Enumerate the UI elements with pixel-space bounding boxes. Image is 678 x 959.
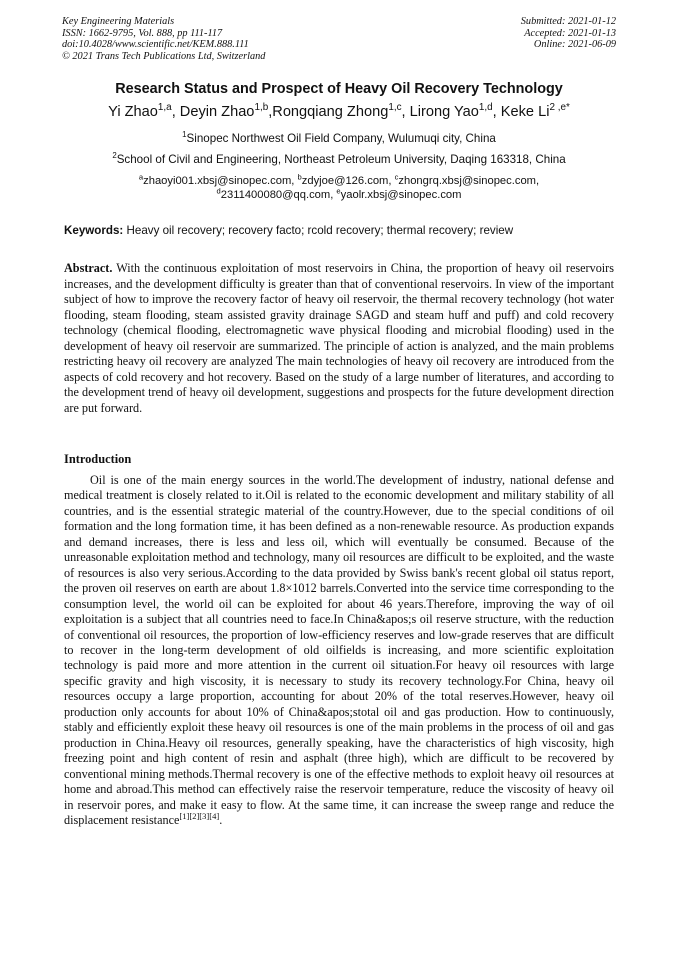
author-affiliation-mark: 1,c <box>388 102 402 114</box>
abstract-label: Abstract. <box>64 261 113 275</box>
keywords <box>64 224 624 237</box>
keywords-text: Heavy oil recovery; recovery facto; rcold recovery; thermal recovery; review <box>123 224 514 237</box>
email-line-2 <box>0 188 678 202</box>
affiliation-text: Sinopec Northwest Oil Field Company, Wulumuqi city, China <box>186 132 496 145</box>
section-heading-introduction: Introduction <box>64 452 132 466</box>
author-name: Keke Li <box>500 104 550 120</box>
email-address: zhongrq.xbsj@sinopec.com, <box>398 175 540 187</box>
author-separator: , <box>401 104 410 120</box>
copyright-line: © 2021 Trans Tech Publications Ltd, Switzerland <box>62 50 266 62</box>
issn-line: ISSN: 1662-9795, Vol. 888, pp 111-117 <box>62 27 223 39</box>
journal-header <box>62 16 265 62</box>
affiliation-1 <box>0 132 678 145</box>
author-name: Rongqiang Zhong <box>272 104 389 120</box>
author-name: Deyin Zhao <box>179 104 255 120</box>
email-address: 2311400080@qq.com, <box>220 189 337 202</box>
author-name: Lirong Yao <box>409 104 479 120</box>
email-address: zhaoyi001.xbsj@sinopec.com, <box>143 175 298 187</box>
author-affiliation-mark: 2 ,e* <box>549 102 570 114</box>
author-emails <box>0 174 678 203</box>
keywords-label: Keywords: <box>64 224 124 237</box>
email-address: zdyjoe@126.com, <box>301 175 395 187</box>
online-date: Online: 2021-06-09 <box>533 39 616 51</box>
doi-line: doi:10.4028/www.scientific.net/KEM.888.111 <box>62 39 249 51</box>
author-affiliation-mark: 1,b <box>254 102 269 114</box>
journal-name: Key Engineering Materials <box>62 16 175 27</box>
email-mark: b <box>297 172 302 182</box>
dates-header <box>521 16 616 51</box>
affiliation-2 <box>0 153 678 166</box>
introduction-text: Oil is one of the main energy sources in the world.The development of industry, national defense and medical treatment is closely related to it.Oil is related to the economic development and military stability of all countries, and is the essential strategic material of the country.However, due to the special conditions of oil formation and the long formation time, it has been defined as a non-renewable resource. As production expands and demand increases, there is less and less oil, which will eventually be consumed. Because of the unreasonable exploitation method and technology, many oil resources are difficult to be exploited, and the waste of resources is also very serious.According to the data provided by Swiss bank's recent global oil status report, the proven oil reserves on earth are about 1.8×1012 barrels.Converted into the service time corresponding to the consumption level, the world oil can be exploited for about 46 years.Therefore, improving the way of oil exploitation is a subject that all countries need to face.In China&apos;s oil reserve structure, with the reduction of conventional oil resources, the proportion of low-efficiency reserves and low-grade reserves that are difficult to recover in the long-term development of old oilfields is increasing, and more scientific exploitation technology is paid more and more attention in the current oil situation.For heavy oil resources with large specific gravity and high viscosity, it is necessary to study its recovery technology.For China, heavy oil resources occupy a large proportion, accounting for about 20% of the total reserves.However, heavy oil production only accounts for about 10% of China&apos;stotal oil and gas production. How to continuously, stably and efficiently exploit these heavy oil resources is one of the main problems in the process of oil and gas production in China.Heavy oil resources, generally speaking, have the characteristics of high viscosity, high freezing point and high content of resin and asphalt (three high), which are difficult to be recovered by conventional mining methods.Thermal recovery is one of the effective methods to exploit heavy oil resources at home and abroad.This method can effectively raise the reservoir temperature, reduce the viscosity of heavy oil in reservoir pores, and make it easy to flow. At the same time, it can increase the sweep range and reduce the displacement resistance <box>64 473 614 827</box>
abstract-text: With the continuous exploitation of most reservoirs in China, the proportion of heavy oil reservoirs increases, and the development difficulty is greater than that of conventional reservoirs. In view of the important subject of how to improve the recovery factor of heavy oil reservoir, the thermal recovery technology (hot water flooding, steam flooding, steam assisted gravity drainage SAGD and steam huff and puff) and cold recovery technology (chemical flooding, electromagnetic wave physical flooding and microbial flooding) used in the development of heavy oil reservoir are summarized. The principle of action is analyzed, and the main problems restricting heavy oil recovery are analyzed The main technologies of heavy oil recovery are introduced from the aspects of cold recovery and hot recovery. Based on the study of a large number of literatures, and according to the development trend of heavy oil development, suggestions and prospects for the future development direction are put forward. <box>64 261 614 415</box>
affiliation-mark: 1 <box>182 130 187 140</box>
author-name: Yi Zhao <box>108 104 158 120</box>
email-mark: d <box>216 186 221 196</box>
author-affiliation-mark: 1,d <box>478 102 493 114</box>
author-separator: , <box>268 104 273 120</box>
affiliation-mark: 2 <box>112 151 117 161</box>
author-separator: , <box>171 104 180 120</box>
introduction-paragraph <box>64 473 614 828</box>
affiliation-text: School of Civil and Engineering, Northeast Petroleum University, Daqing 163318, China <box>116 153 566 166</box>
submitted-date: Submitted: 2021-01-12 <box>520 16 616 27</box>
email-address: yaolr.xbsj@sinopec.com <box>340 189 462 202</box>
citation-refs: [1][2][3][4] <box>179 810 220 821</box>
email-mark: e <box>336 186 341 196</box>
author-separator: , <box>492 104 501 120</box>
introduction-end: . <box>219 812 223 827</box>
author-affiliation-mark: 1,a <box>157 102 172 114</box>
abstract <box>64 261 614 416</box>
paper-title: Research Status and Prospect of Heavy Oil Recovery Technology <box>115 81 563 97</box>
email-mark: c <box>394 172 399 182</box>
accepted-date: Accepted: 2021-01-13 <box>524 27 616 39</box>
email-mark: a <box>138 172 144 182</box>
author-list <box>0 104 678 120</box>
